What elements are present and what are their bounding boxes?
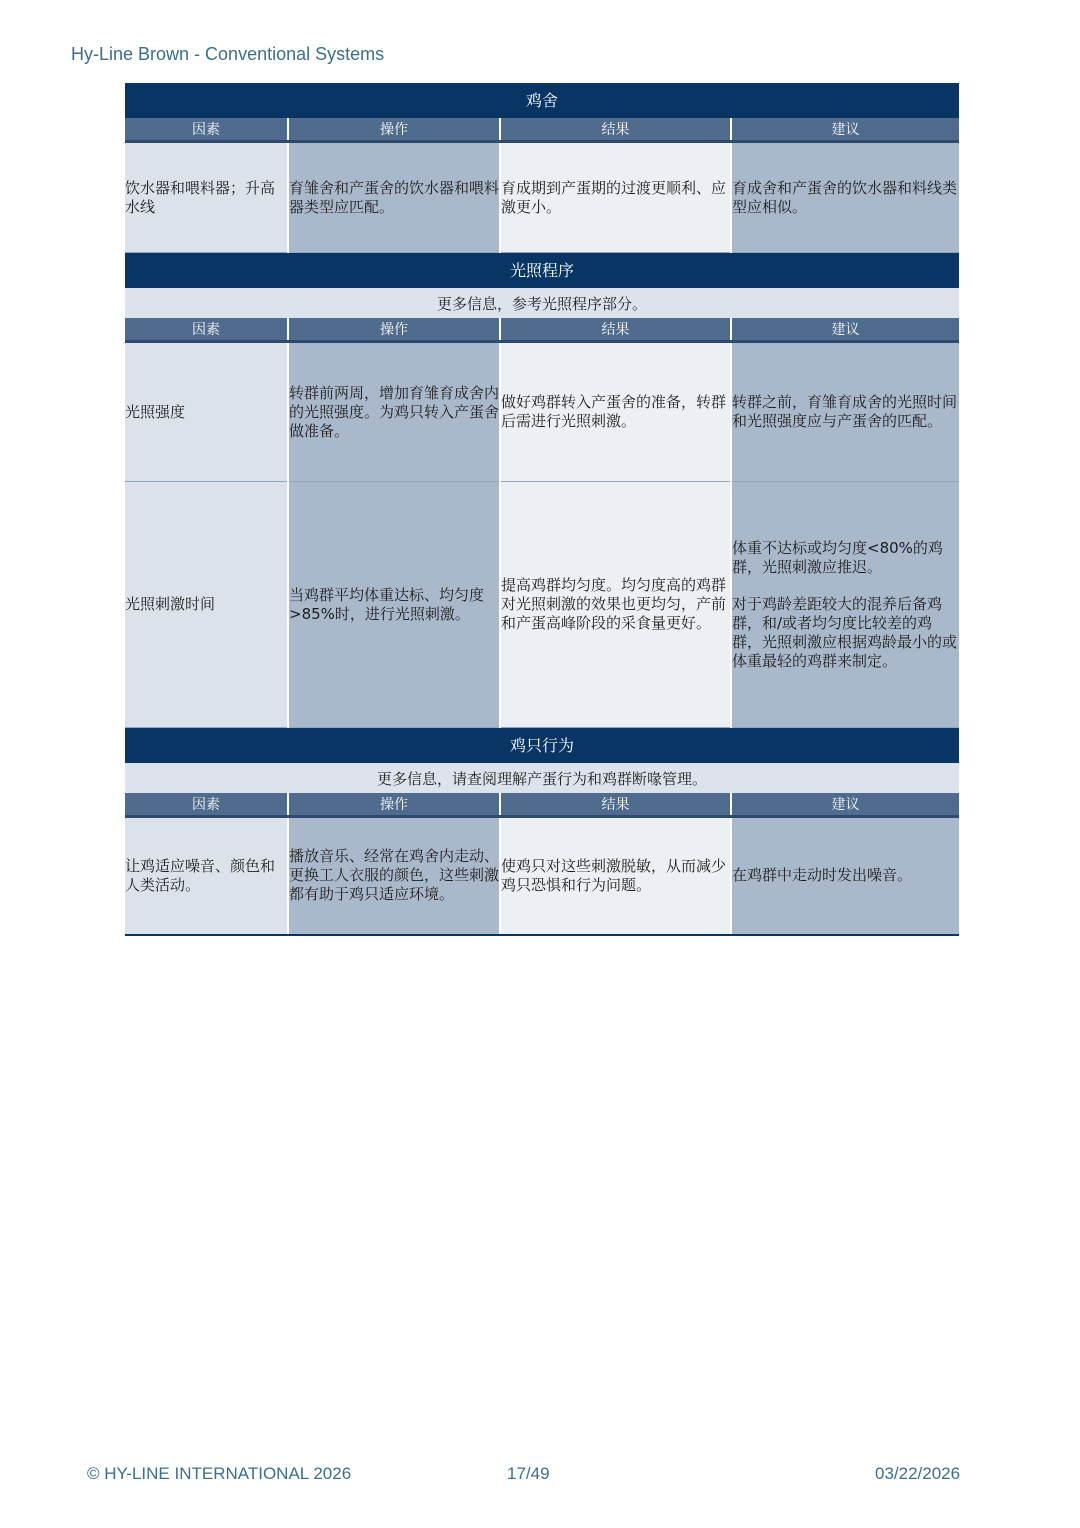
- column-header-advice: 建议: [731, 117, 959, 142]
- column-header-result: 结果: [500, 117, 731, 142]
- advice-cell: [731, 342, 959, 482]
- action-cell: 当鸡群平均体重达标、均匀度>85%时，进行光照刺激。: [288, 482, 500, 728]
- table-row: [125, 482, 959, 728]
- footer-copyright: © HY-LINE INTERNATIONAL 2026: [87, 1464, 352, 1483]
- footer-date: 03/22/2026: [875, 1464, 961, 1483]
- factor-cell: 光照刺激时间: [125, 482, 288, 728]
- column-header-factor: 因素: [125, 117, 288, 142]
- footer-page-number: 17/49: [507, 1464, 550, 1483]
- column-header-result: 结果: [500, 793, 731, 817]
- action-cell: 播放音乐、经常在鸡舍内走动、更换工人衣服的颜色，这些刺激都有助于鸡只适应环境。: [288, 817, 500, 935]
- table-row: [125, 342, 959, 482]
- document-header: Hy-Line Brown - Conventional Systems: [71, 44, 385, 64]
- advice-paragraph: 体重不达标或均匀度<80%的鸡群，光照刺激应推迟。: [732, 538, 943, 576]
- column-header-advice: 建议: [731, 318, 959, 342]
- column-header-row: [125, 117, 959, 142]
- section-title: 鸡舍: [125, 83, 959, 117]
- column-header-action: 操作: [288, 318, 500, 342]
- column-header-row: [125, 318, 959, 342]
- result-cell: 使鸡只对这些刺激脱敏，从而减少鸡只恐惧和行为问题。: [500, 817, 731, 935]
- advice-cell: [731, 817, 959, 935]
- factor-cell: 饮水器和喂料器；升高水线: [125, 142, 288, 253]
- result-cell: 做好鸡群转入产蛋舍的准备，转群后需进行光照刺激。: [500, 342, 731, 482]
- section-info-row: [125, 287, 959, 318]
- section-title-row: [125, 83, 959, 117]
- management-table: [125, 83, 959, 936]
- column-header-row: [125, 793, 959, 817]
- section-title: 光照程序: [125, 253, 959, 288]
- column-header-factor: 因素: [125, 793, 288, 817]
- factor-cell: 让鸡适应噪音、颜色和人类活动。: [125, 817, 288, 935]
- column-header-advice: 建议: [731, 793, 959, 817]
- advice-cell: [731, 482, 959, 728]
- result-cell: 提高鸡群均匀度。均匀度高的鸡群对光照刺激的效果也更均匀，产前和产蛋高峰阶段的采食量更好。: [500, 482, 731, 728]
- column-header-action: 操作: [288, 117, 500, 142]
- table-row: [125, 817, 959, 935]
- section-info: 更多信息，请查阅理解产蛋行为和鸡群断喙管理。: [125, 762, 959, 793]
- advice-paragraph: 在鸡群中走动时发出噪音。: [732, 866, 913, 885]
- advice-paragraph: 育成舍和产蛋舍的饮水器和料线类型应相似。: [732, 178, 958, 216]
- advice-cell: [731, 142, 959, 253]
- advice-paragraph: 转群之前，育雏育成舍的光照时间和光照强度应与产蛋舍的匹配。: [732, 393, 958, 430]
- table-row: [125, 142, 959, 253]
- result-cell: 育成期到产蛋期的过渡更顺利、应激更小。: [500, 142, 731, 253]
- column-header-result: 结果: [500, 318, 731, 342]
- factor-cell: 光照强度: [125, 342, 288, 482]
- section-title-row: [125, 728, 959, 763]
- section-title: 鸡只行为: [125, 728, 959, 763]
- section-info: 更多信息，参考光照程序部分。: [125, 287, 959, 318]
- section-info-row: [125, 762, 959, 793]
- section-title-row: [125, 253, 959, 288]
- column-header-factor: 因素: [125, 318, 288, 342]
- action-cell: 转群前两周，增加育雏育成舍内的光照强度。为鸡只转入产蛋舍做准备。: [288, 342, 500, 482]
- advice-paragraph: 对于鸡龄差距较大的混养后备鸡群，和/或者均匀度比较差的鸡群，光照刺激应根据鸡龄最小的或体重最轻的鸡群来制定。: [732, 594, 958, 670]
- action-cell: 育雏舍和产蛋舍的饮水器和喂料器类型应匹配。: [288, 142, 500, 253]
- column-header-action: 操作: [288, 793, 500, 817]
